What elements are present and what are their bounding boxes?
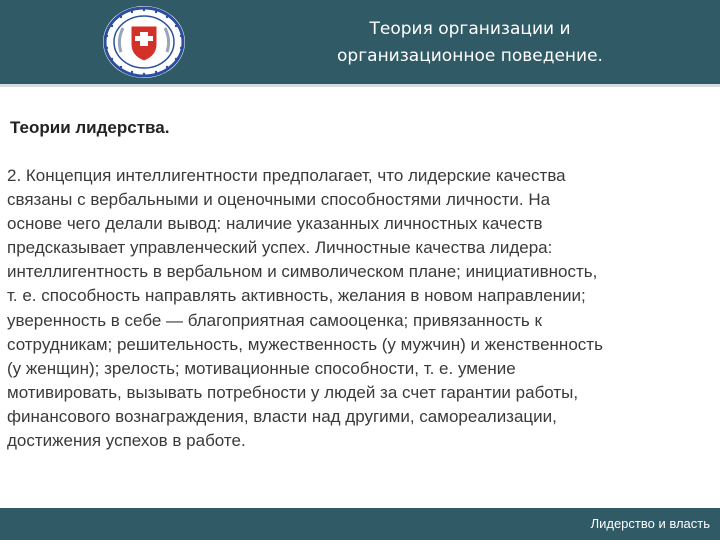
paragraph-line: финансового вознаграждения, власти над другими, самореализации, [7,406,557,426]
paragraph-line: предсказывает управленческий успех. Личностные качества лидера: [7,238,553,258]
university-seal-icon [101,4,187,80]
paragraph-line: связаны с вербальными и оценочными способностями личности. На [7,190,551,210]
header-bar [0,0,720,84]
footer-bar [0,508,720,540]
paragraph-line: 2. Концепция интеллигентности предполагает, что лидерские качества [7,166,566,185]
paragraph-line: т. е. способность направлять активность, желания в новом направлении; [7,286,586,306]
header-divider [0,84,720,87]
paragraph-line: достижения успехов в работе. [7,431,246,451]
body-paragraph [7,164,715,453]
footer-label: Лидерство и власть [590,516,710,531]
paragraph-line: сотрудникам; решительность, мужественность (у мужчин) и женственность [7,334,603,354]
paragraph-line: (у женщин); зрелость; мотивационные способности, т. е. умение [7,358,516,378]
title-line: Теория организации и [369,19,571,39]
paragraph-line: мотивировать, вызывать потребности у людей за счет гарантии работы, [7,382,579,402]
title-line: организационное поведение. [337,46,603,66]
paragraph-line: интеллигентность в вербальном и символическом плане; инициативность, [7,262,598,282]
section-heading: Теории лидерства. [10,118,170,137]
page-title [290,16,650,70]
paragraph-line: основе чего делали вывод: наличие указанных личностных качеств [7,214,543,234]
paragraph-line: уверенность в себе — благоприятная самооценка; привязанность к [7,310,542,330]
